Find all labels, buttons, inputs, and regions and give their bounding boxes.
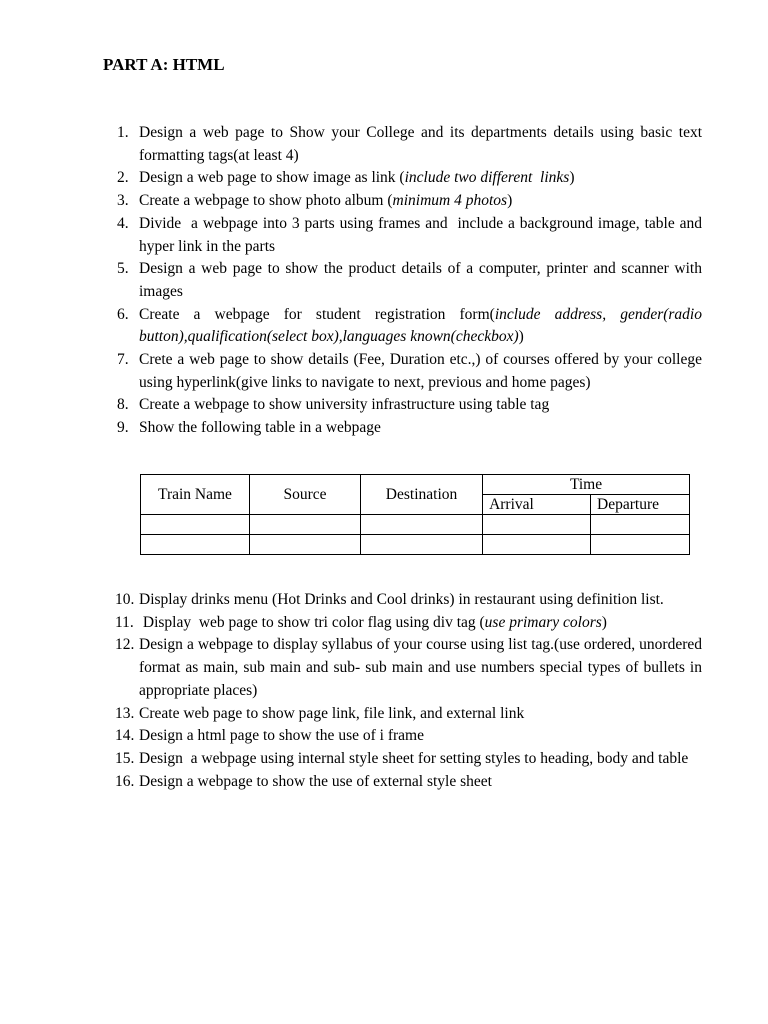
list-item-text [139, 725, 702, 748]
italic-text: include address, gender(radio button),qualification(select box),languages known(checkbox) [139, 305, 706, 346]
list-item-text [139, 213, 706, 258]
list-item-text [139, 417, 702, 440]
list-item-text [139, 122, 706, 167]
table-cell [483, 535, 591, 555]
table-cell [360, 515, 482, 535]
list-item [103, 394, 702, 417]
text-segment: Design a webpage to display syllabus of your course using list tag.(use ordered, unordered format as main, sub main and sub- sub main and use numbers special types of bullets in appropriate places) [139, 636, 706, 699]
table-cell [360, 535, 482, 555]
table-row [141, 535, 690, 555]
list-item-text [139, 190, 702, 213]
text-segment: Design a webpage using internal style sheet for setting styles to heading, body and table [139, 749, 689, 767]
list-item-number: 2. [117, 169, 129, 187]
list-item-number: 14. [115, 727, 135, 745]
list-item [103, 122, 706, 167]
text-segment: Create web page to show page link, file link, and external link [139, 704, 525, 722]
text-segment: ) [601, 613, 607, 631]
list-item [103, 190, 702, 213]
table-cell [591, 515, 690, 535]
italic-text: minimum 4 photos [392, 192, 508, 210]
list-item-number: 16. [115, 772, 135, 790]
table-header-row-1 [141, 475, 690, 495]
list-item-number: 15. [115, 749, 135, 767]
text-segment: Create a webpage to show university infrastructure using table tag [139, 396, 550, 414]
header-departure: Departure [591, 495, 690, 515]
list-item-text [139, 167, 702, 190]
list-item-number: 10. [115, 591, 135, 608]
list-item [103, 771, 702, 794]
list-item-text [139, 349, 706, 394]
list-item [103, 589, 702, 612]
list-item [103, 213, 706, 258]
list-item-number: 12. [115, 636, 135, 654]
list-item-number: 1. [117, 124, 129, 141]
table-cell [249, 535, 360, 555]
list-item-text [139, 771, 702, 794]
italic-text: include two different links [404, 169, 570, 187]
list-item-number: 13. [115, 704, 135, 722]
text-segment: Design a webpage to show the use of external style sheet [139, 772, 492, 790]
table-cell [483, 515, 591, 535]
list-item-number: 8. [117, 396, 129, 414]
text-segment: Divide a webpage into 3 parts using frames and include a background image, table and hyper link in the parts [139, 214, 706, 255]
text-segment: Design a html page to show the use of i frame [139, 727, 424, 745]
exercise-list-bottom [103, 589, 706, 793]
exercise-list-top [103, 122, 706, 440]
list-item [103, 167, 702, 190]
list-item-text [139, 748, 702, 771]
list-item-text [139, 394, 702, 417]
text-segment: Design a web page to show the product details of a computer, printer and scanner with images [139, 260, 706, 300]
list-item-text [139, 589, 702, 612]
header-source: Source [249, 475, 360, 515]
table-cell [141, 535, 250, 555]
list-item [103, 349, 706, 394]
text-segment: Design a web page to Show your College and its departments details using basic text formatting tags(at least 4) [139, 124, 706, 164]
train-timetable [140, 474, 690, 555]
list-item-text [139, 304, 706, 349]
list-item [103, 703, 702, 726]
header-destination: Destination [360, 475, 482, 515]
text-segment: ) [507, 192, 513, 210]
list-item [103, 634, 706, 702]
header-arrival: Arrival [483, 495, 591, 515]
text-segment: Display web page to show tri color flag using div tag ( [139, 613, 485, 631]
text-segment: Create a webpage for student registration form( [139, 305, 495, 323]
text-segment: Design a web page to show image as link ( [139, 169, 405, 187]
text-segment: Create a webpage to show photo album ( [139, 192, 393, 210]
text-segment: Display drinks menu (Hot Drinks and Cool drinks) in restaurant using definition list. [139, 591, 664, 608]
page-title: PART A: HTML [103, 55, 225, 74]
text-segment: Crete a web page to show details (Fee, Duration etc.,) of courses offered by your college using hyperlink(give links to navigate to next, previous and home pages) [139, 351, 706, 391]
header-time: Time [483, 475, 690, 495]
list-item [103, 258, 706, 303]
list-item-text [139, 612, 702, 635]
text-segment: Show the following table in a webpage [139, 419, 381, 437]
list-item-number: 11. [115, 613, 134, 631]
list-item [103, 612, 702, 635]
list-item-number: 9. [117, 419, 129, 437]
header-train-name: Train Name [141, 475, 250, 515]
table-cell [591, 535, 690, 555]
list-item-number: 3. [117, 192, 129, 210]
table-cell [141, 515, 250, 535]
list-item-number: 7. [117, 351, 129, 369]
list-item-text [139, 634, 706, 702]
table-cell [249, 515, 360, 535]
table-row [141, 515, 690, 535]
list-item [103, 748, 702, 771]
list-item-text [139, 258, 706, 303]
text-segment: ) [518, 328, 524, 346]
list-item [103, 417, 702, 440]
italic-text: use primary colors [484, 613, 602, 631]
text-segment: ) [569, 169, 575, 187]
list-item-number: 4. [117, 214, 129, 232]
list-item-number: 6. [117, 305, 129, 323]
list-item-number: 5. [117, 260, 129, 278]
list-item-text [139, 703, 702, 726]
list-item [103, 304, 706, 349]
list-item [103, 725, 702, 748]
